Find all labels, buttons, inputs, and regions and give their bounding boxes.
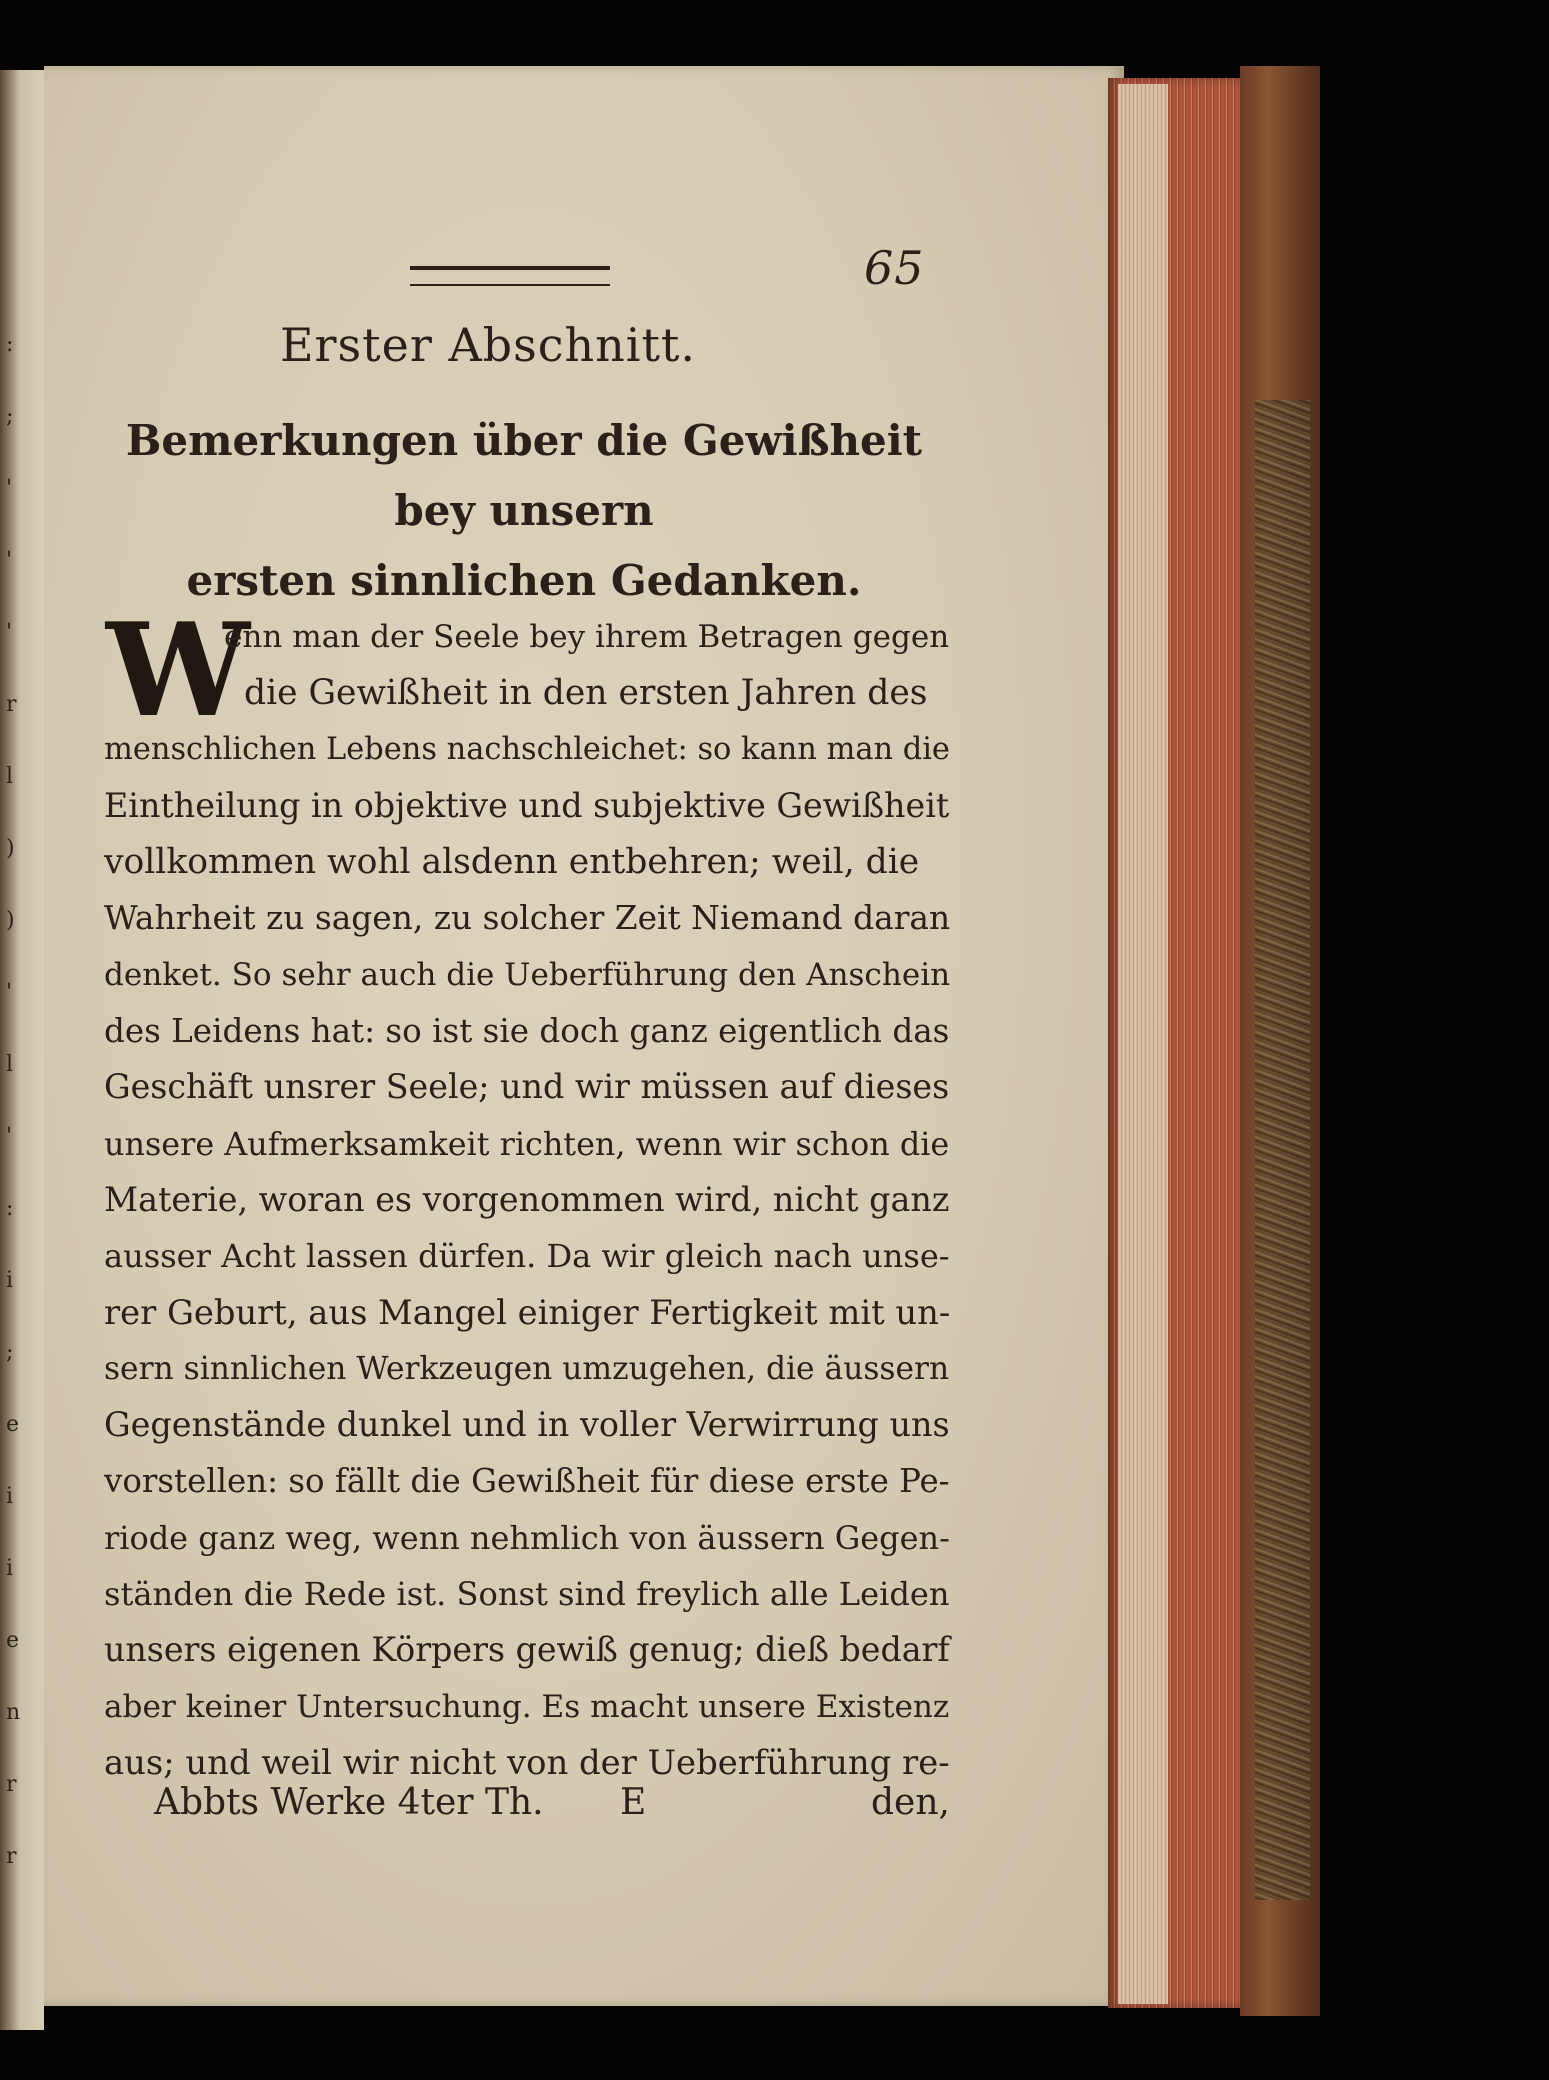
section-title-line-2: ersten sinnlichen Gedanken. <box>186 556 862 605</box>
previous-page-fragment: i <box>6 1268 14 1293</box>
previous-page-fragment: ) <box>6 908 15 933</box>
text-line: des Leidens hat: so ist sie doch ganz eigentlich das <box>104 1012 950 1051</box>
text-line: menschlichen Lebens nachschleichet: so kann man die <box>104 731 950 767</box>
sheet-mark: E <box>620 1782 647 1823</box>
previous-page-fragment: : <box>6 1196 14 1221</box>
page-number: 65 <box>864 241 925 295</box>
previous-page-fragment: ) <box>6 836 15 861</box>
header-rule <box>410 266 610 286</box>
previous-page-fragment: ' <box>6 548 13 573</box>
previous-page-fragment: i <box>6 1484 14 1509</box>
previous-page-fragment: ; <box>6 1340 14 1365</box>
text-line: Geschäft unsrer Seele; und wir müssen auf dieses <box>104 1067 950 1107</box>
drop-cap: W <box>106 596 250 746</box>
body-text <box>104 596 951 1791</box>
text-line: rer Geburt, aus Mangel einiger Fertigkeit mit un- <box>104 1292 951 1332</box>
page-footer <box>120 1782 950 1838</box>
text-line: vollkommen wohl alsdenn entbehren; weil, die <box>104 842 920 883</box>
text-line: die Gewißheit in den ersten Jahren des <box>244 673 928 714</box>
previous-page-fragment: ' <box>6 980 13 1005</box>
previous-page-fragment: r <box>6 1772 17 1797</box>
signature-mark: Abbts Werke 4ter Th. <box>154 1782 544 1823</box>
previous-page-fragment: ' <box>6 476 13 501</box>
previous-page-fragment: ' <box>6 620 13 645</box>
cover-marbling <box>1255 400 1310 1900</box>
text-line: Eintheilung in objektive und subjektive Gewißheit <box>104 785 950 825</box>
previous-page-fragment: r <box>6 692 17 717</box>
text-line: Wahrheit zu sagen, zu solcher Zeit Niemand daran <box>104 899 951 938</box>
text-line: unsers eigenen Körpers gewiß genug; dieß bedarf <box>104 1630 950 1670</box>
previous-page-fragment: e <box>6 1628 20 1653</box>
page-block-light-edges <box>1118 84 1168 2004</box>
chapter-heading: Erster Abschnitt. <box>279 318 697 372</box>
text-line: aus; und weil wir nicht von der Ueberführung re- <box>104 1742 950 1782</box>
catchword: den, <box>871 1782 950 1823</box>
previous-page-fragment: e <box>6 1412 20 1437</box>
text-line: sern sinnlichen Werkzeugen umzugehen, die äussern <box>104 1350 950 1387</box>
previous-page-fragment: ; <box>6 404 14 429</box>
page-content <box>44 66 1124 2006</box>
text-line: Materie, woran es vorgenommen wird, nicht ganz <box>104 1179 950 1219</box>
previous-page-fragment: r <box>6 1844 17 1869</box>
previous-page-fragment: n <box>6 1700 21 1725</box>
previous-page-fragment: l <box>6 1052 14 1077</box>
previous-page-fragment: i <box>6 1556 14 1581</box>
text-line: unsere Aufmerksamkeit richten, wenn wir schon die <box>104 1124 950 1163</box>
text-line: riode ganz weg, wenn nehmlich von äussern Gegen- <box>104 1518 950 1557</box>
section-title <box>104 406 944 616</box>
text-line: vorstellen: so fällt die Gewißheit für diese erste Pe- <box>104 1462 950 1501</box>
previous-page-fragment: ' <box>6 1124 13 1149</box>
text-line: Gegenstände dunkel und in voller Verwirrung uns <box>104 1405 950 1445</box>
previous-page-edge <box>0 70 44 2030</box>
previous-page-text-fragments <box>2 70 32 2030</box>
text-line: enn man der Seele bey ihrem Betragen gegen <box>224 619 950 655</box>
previous-page-fragment: : <box>6 332 14 357</box>
text-line: ständen die Rede ist. Sonst sind freylich alle Leiden <box>104 1575 950 1614</box>
section-title-line-1: Bemerkungen über die Gewißheit bey unsern <box>125 416 923 535</box>
text-line: ausser Acht lassen dürfen. Da wir gleich nach unse- <box>104 1237 950 1276</box>
text-line: aber keiner Untersuchung. Es macht unsere Existenz <box>104 1688 950 1725</box>
text-line: denket. So sehr auch die Ueberführung den Anschein <box>104 956 951 993</box>
previous-page-fragment: l <box>6 764 14 789</box>
